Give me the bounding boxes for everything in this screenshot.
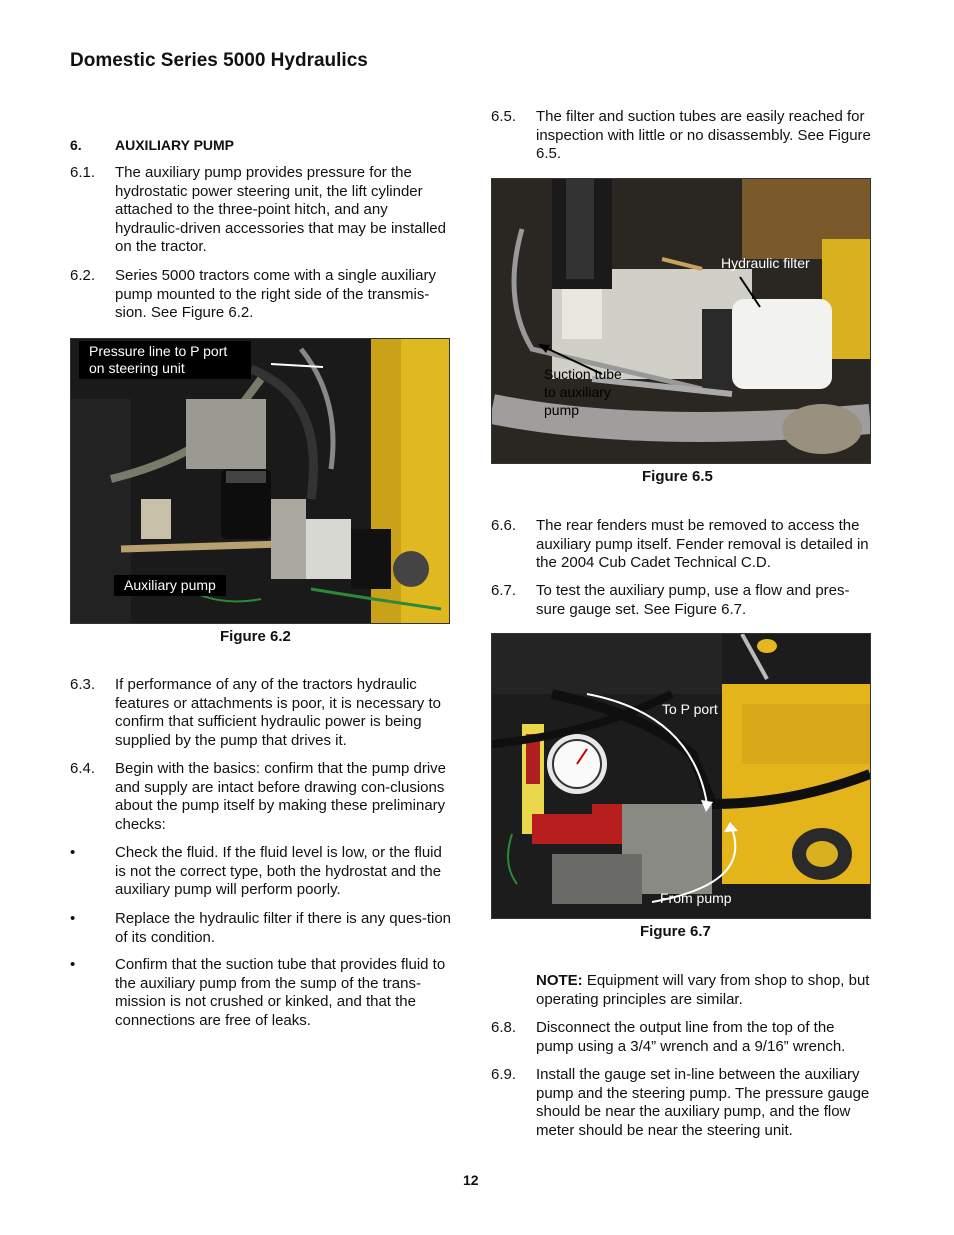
paragraph-text: The rear fenders must be removed to access the auxiliary pump itself. Fender removal is detailed in the 2004 Cub Cadet Technical C.D. <box>536 517 869 572</box>
paragraph-6-3 <box>70 676 460 754</box>
gauge-set-photo-illustration <box>492 634 870 918</box>
paragraph-6-2 <box>70 267 460 325</box>
bullet-mark: • <box>70 956 76 973</box>
figure-6-2-photo <box>70 338 450 624</box>
paragraph-text: Series 5000 tractors come with a single auxiliary pump mounted to the right side of the transmis-sion. See Figure 6.2. <box>115 267 436 322</box>
paragraph-text: Disconnect the output line from the top of the pump using a 3/4” wrench and a 9/16” wrench. <box>536 1019 846 1055</box>
note-text: Equipment will vary from shop to shop, but operating principles are similar. <box>536 972 870 1008</box>
paragraph-6-7 <box>491 582 881 622</box>
from-pump-label: From pump <box>660 890 732 906</box>
paragraph-6-1 <box>70 164 460 259</box>
paragraph-number: 6.2. <box>70 267 96 284</box>
paragraph-number: 6.6. <box>491 517 517 534</box>
bullet-item <box>70 956 460 1034</box>
bullet-item <box>70 844 460 902</box>
bullet-mark: • <box>70 844 76 861</box>
auxiliary-pump-label: Auxiliary pump <box>114 575 226 596</box>
section-heading <box>70 136 460 156</box>
paragraph-number: 6.7. <box>491 582 517 599</box>
page-title: Domestic Series 5000 Hydraulics <box>70 50 368 71</box>
paragraph-text: Install the gauge set in-line between the auxiliary pump and the steering pump. The pressure gauge should be near the auxiliary pump, and the flow meter should be near the steering unit. <box>536 1066 870 1139</box>
paragraph-number: 6.1. <box>70 164 96 181</box>
paragraph-text: Begin with the basics: confirm that the pump drive and supply are intact before drawing con-clusions about the pump itself by making these preliminary checks: <box>115 760 446 833</box>
figure-6-5-photo <box>491 178 871 464</box>
section-number: 6. <box>70 137 82 153</box>
paragraph-number: 6.5. <box>491 108 517 125</box>
bullet-item <box>70 910 460 950</box>
paragraph-number: 6.3. <box>70 676 96 693</box>
paragraph-text: The auxiliary pump provides pressure for the hydrostatic power steering unit, the lift cylinder attached to the three-point hitch, and any hydraulic-driven accessories that may be installed on the tractor. <box>115 164 446 256</box>
paragraph-text: To test the auxiliary pump, use a flow and pres-sure gauge set. See Figure 6.7. <box>536 582 850 618</box>
paragraph-6-6 <box>491 517 881 575</box>
pressure-line-label: Pressure line to P port on steering unit <box>79 341 251 379</box>
note-label: NOTE: <box>536 972 583 989</box>
figure-6-2-caption: Figure 6.2 <box>220 628 291 645</box>
hydraulic-filter-label: Hydraulic filter <box>721 255 810 271</box>
suction-tube-label: Suction tube to auxiliary pump <box>544 366 622 418</box>
to-p-port-label: To P port <box>662 701 718 717</box>
page-number: 12 <box>463 1172 479 1188</box>
bullet-text: Check the fluid. If the fluid level is low, or the fluid is not the correct type, both the hydrostat and the auxiliary pump will perform poorly. <box>115 844 442 899</box>
bullet-text: Confirm that the suction tube that provides fluid to the auxiliary pump from the sump of the trans-mission is not crushed or kinked, and that the connections are free of leaks. <box>115 956 446 1029</box>
section-title: AUXILIARY PUMP <box>115 137 235 153</box>
bullet-mark: • <box>70 910 76 927</box>
paragraph-6-4 <box>70 760 460 838</box>
note-paragraph <box>536 972 876 1012</box>
figure-6-7-photo <box>491 633 871 919</box>
filter-photo-illustration <box>492 179 870 463</box>
paragraph-number: 6.9. <box>491 1066 517 1083</box>
paragraph-6-8 <box>491 1019 881 1059</box>
paragraph-number: 6.4. <box>70 760 96 777</box>
bullet-text: Replace the hydraulic filter if there is any ques-tion of its condition. <box>115 910 452 946</box>
paragraph-text: The filter and suction tubes are easily reached for inspection with little or no disassembly. See Figure 6.5. <box>536 108 871 163</box>
figure-6-5-caption: Figure 6.5 <box>642 468 713 485</box>
paragraph-text: If performance of any of the tractors hydraulic features or attachments is poor, it is necessary to confirm that sufficient hydraulic power is being supplied by the pump that drives it. <box>115 676 441 749</box>
paragraph-number: 6.8. <box>491 1019 517 1036</box>
paragraph-6-9 <box>491 1066 881 1144</box>
paragraph-6-5 <box>491 108 881 166</box>
figure-6-7-caption: Figure 6.7 <box>640 923 711 940</box>
